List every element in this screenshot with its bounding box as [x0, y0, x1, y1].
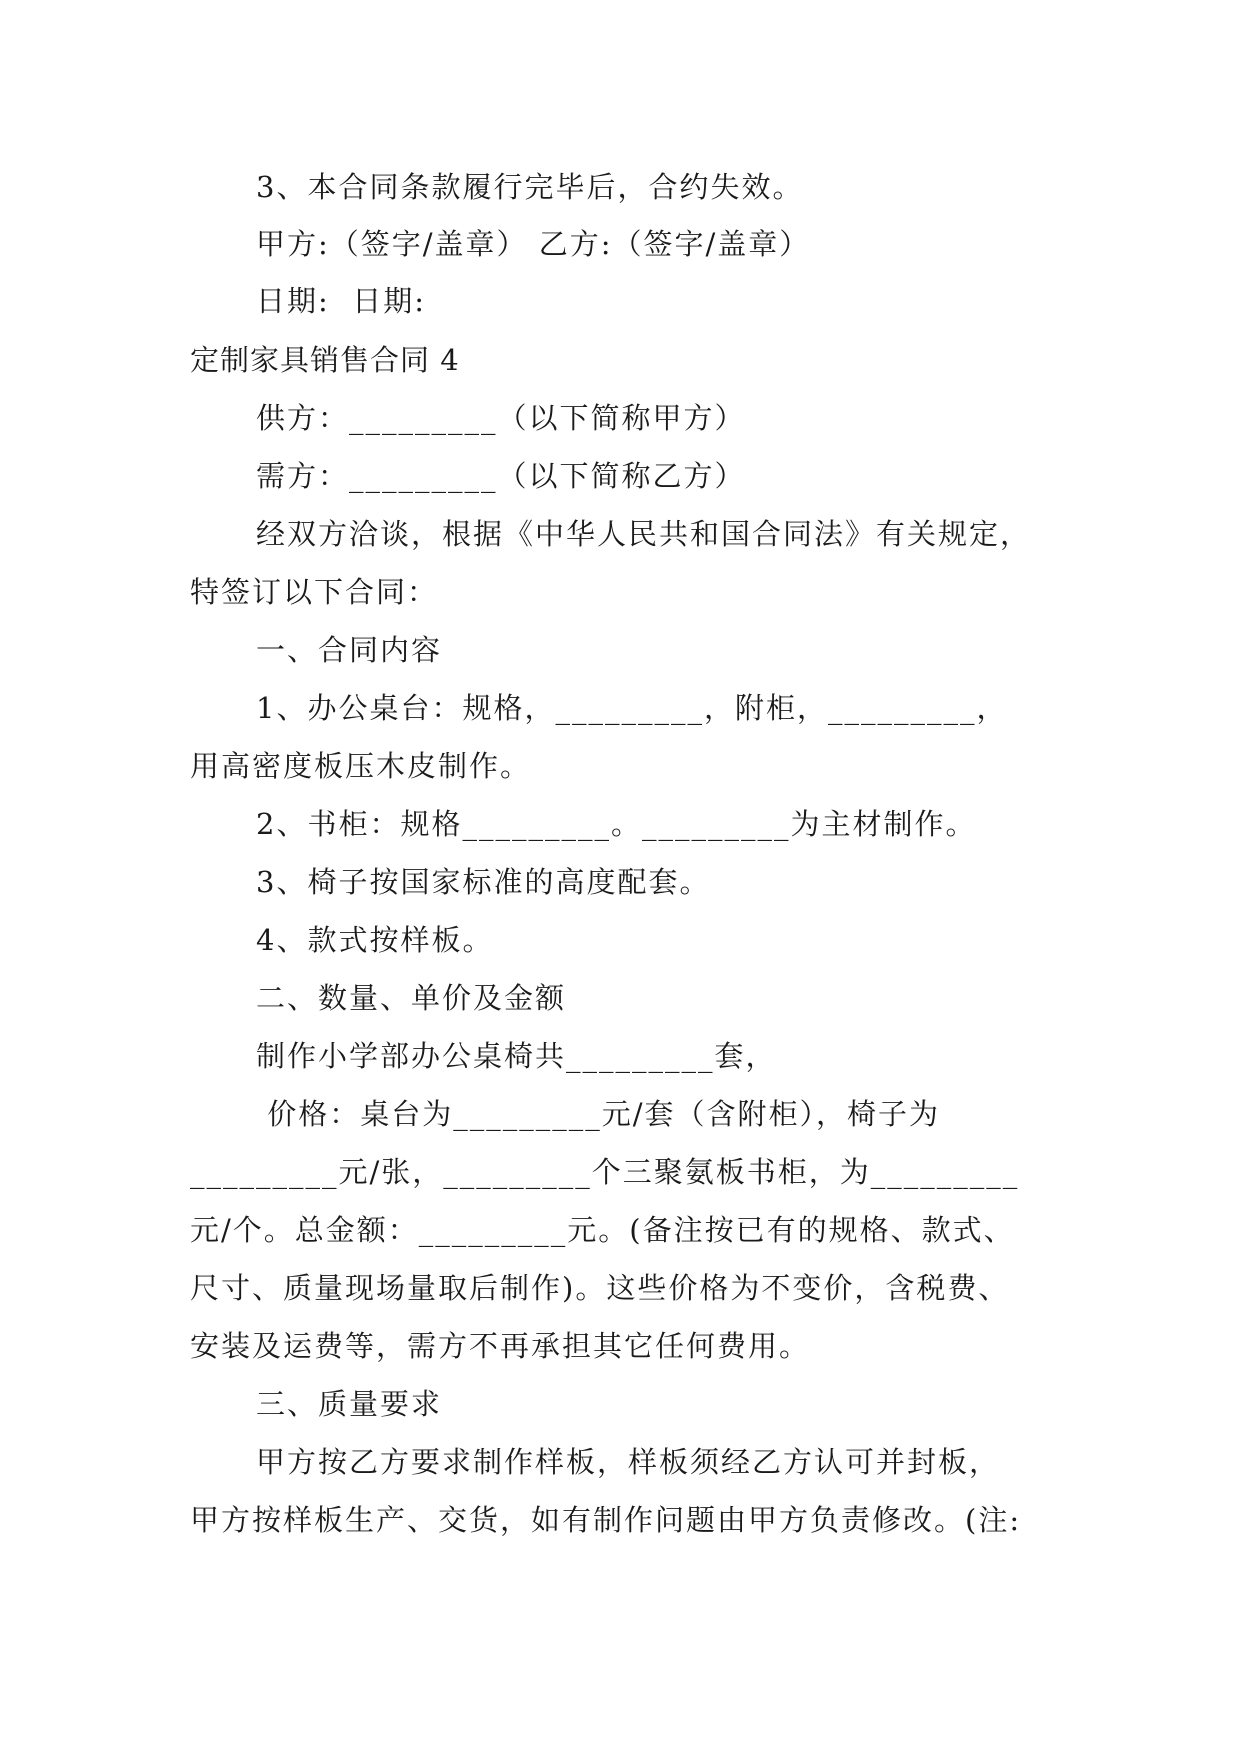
text-line: 三、质量要求 [256, 1387, 443, 1421]
text-line: 安装及运费等，需方不再承担其它任何费用。 [190, 1329, 811, 1363]
text-line: 用高密度板压木皮制作。 [190, 749, 532, 783]
section-heading: 定制家具销售合同 4 [190, 343, 460, 377]
text-line: 制作小学部办公桌椅共_________套， [256, 1039, 777, 1073]
text-line: 3、椅子按国家标准的高度配套。 [256, 865, 711, 899]
text-line: 1、办公桌台：规格，_________，附柜，_________， [256, 691, 1008, 725]
text-line: 日期: 日期: [256, 284, 426, 318]
text-line: _________元/张，_________个三聚氨板书柜，为_________ [190, 1155, 1020, 1189]
text-line: 二、数量、单价及金额 [256, 981, 567, 1015]
text-line: 甲方按样板生产、交货，如有制作问题由甲方负责修改。(注: [190, 1503, 1022, 1537]
text-line: 4、款式按样板。 [256, 923, 494, 957]
text-line: 一、合同内容 [256, 633, 443, 667]
text-line: 尺寸、质量现场量取后制作)。这些价格为不变价，含税费、 [190, 1271, 1010, 1305]
text-line: 2、书柜：规格_________。_________为主材制作。 [256, 807, 977, 841]
text-line: 甲方按乙方要求制作样板，样板须经乙方认可并封板， [256, 1445, 1001, 1479]
text-line: 元/个。总金额：_________元。(备注按已有的规格、款式、 [190, 1213, 1015, 1247]
text-line: 价格：桌台为_________元/套（含附柜），椅子为 [256, 1097, 940, 1131]
text-line: 经双方洽谈，根据《中华人民共和国合同法》有关规定， [256, 517, 1032, 551]
text-line: 需方：_________（以下简称乙方） [256, 459, 746, 493]
text-line: 甲方:（签字/盖章） 乙方:（签字/盖章） [256, 227, 811, 261]
text-line: 3、本合同条款履行完毕后，合约失效。 [256, 170, 804, 204]
text-line: 供方：_________（以下简称甲方） [256, 401, 746, 435]
text-line: 特签订以下合同： [190, 575, 439, 609]
